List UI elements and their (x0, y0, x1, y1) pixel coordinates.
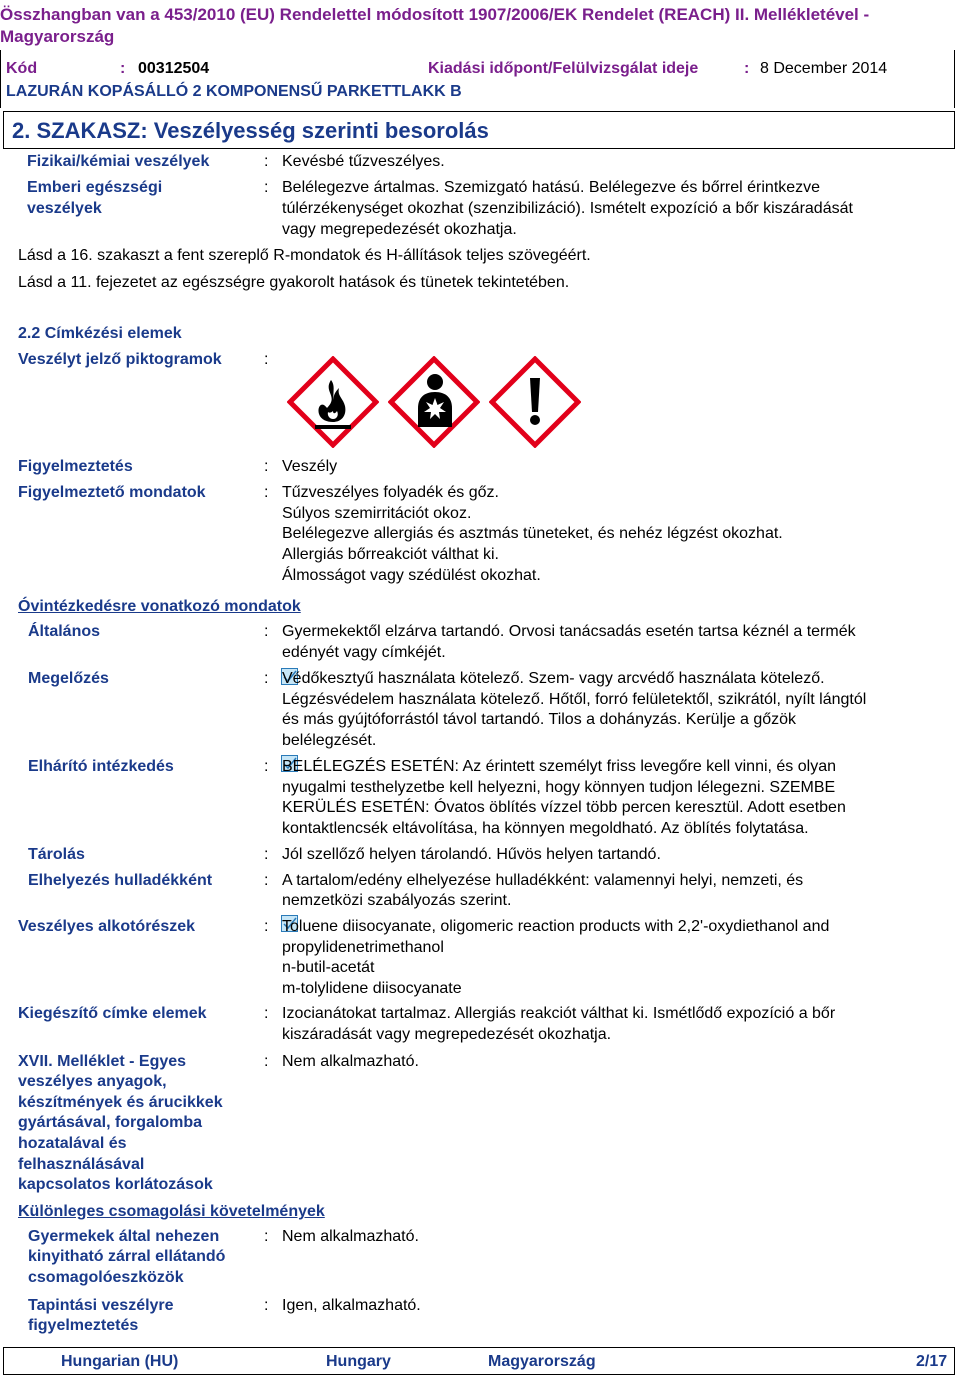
annex-value: Nem alkalmazható. (282, 1053, 419, 1070)
footer (3, 1347, 955, 1375)
header-frame (0, 50, 955, 108)
kod-label: Kód (6, 60, 38, 77)
supplemental-label: Kiegészítő címke elemek (18, 1005, 207, 1022)
colon: : (264, 484, 269, 501)
colon: : (264, 179, 269, 196)
packaging-heading: Különleges csomagolási követelmények (18, 1203, 325, 1220)
component-line: n-butil-acetát (282, 959, 375, 976)
general-line: Gyermekektől elzárva tartandó. Orvosi tanácsadás esetén tartsa kéznél a termék (282, 623, 856, 640)
disposal-line: nemzetközi szabályozás szerint. (282, 892, 512, 909)
component-line: Toluene diisocyanate, oligomeric reaction products with 2,2'-oxydiethanol and (282, 918, 830, 935)
annex-label-line: gyártásával, forgalomba (18, 1114, 203, 1131)
exclamation-pictogram-icon (489, 356, 581, 448)
colon: : (264, 1005, 269, 1022)
issue-date-label: Kiadási időpont/Felülvizsgálat ideje (428, 60, 699, 77)
hazard-statement: Tűzveszélyes folyadék és gőz. (282, 484, 499, 501)
annex-label-line: veszélyes anyagok, (18, 1073, 167, 1090)
annex-label-line: hozatalával és (18, 1135, 127, 1152)
component-line: m-tolylidene diisocyanate (282, 980, 462, 997)
see-section-16: Lásd a 16. szakaszt a fent szereplő R-mondatok és H-állítások teljes szövegéért. (18, 247, 591, 264)
precautionary-heading: Óvintézkedésre vonatkozó mondatok (18, 598, 301, 615)
component-line: propylidenetrimethanol (282, 939, 444, 956)
response-label: Elhárító intézkedés (28, 758, 174, 775)
issue-date-value: 8 December 2014 (760, 60, 888, 77)
colon: : (264, 758, 269, 775)
disposal-line: A tartalom/edény elhelyezése hulladékként: valamennyi helyi, nemzeti, és (282, 872, 804, 889)
colon: : (264, 1053, 269, 1070)
flame-pictogram-icon (287, 356, 379, 448)
prevention-line: Védőkesztyű használata kötelező. Szem- vagy arcvédő használata kötelező. (282, 670, 825, 687)
tactile-warning-label-line: Tapintási veszélyre (28, 1297, 174, 1314)
hazard-statement: Belélegezve allergiás és asztmás tüneteket, és nehéz légzést okozhat. (282, 525, 783, 542)
annex-label-line: felhasználásával (18, 1156, 145, 1173)
annex-label-line: XVII. Melléklet - Egyes (18, 1053, 187, 1070)
general-line: edényét vagy címkéjét. (282, 644, 446, 661)
footer-country-local: Magyarország (488, 1353, 596, 1370)
kod-value: 00312504 (138, 60, 210, 77)
colon: : (264, 1228, 269, 1245)
health-hazards-line-1: Belélegezve ártalmas. Szemizgató hatású. Belélegezve és bőrrel érintkezve (282, 179, 821, 196)
hazard-statement: Allergiás bőrreakciót válthat ki. (282, 546, 499, 563)
signal-word-label: Figyelmeztetés (18, 458, 133, 475)
colon: : (264, 918, 269, 935)
hazardous-components-label: Veszélyes alkotórészek (18, 918, 196, 935)
response-line: kontaktlencsék eltávolítása, ha könnyen megoldható. Az öblítés folytatása. (282, 820, 809, 837)
labelling-subtitle: 2.2 Címkézési elemek (18, 325, 182, 342)
child-resistant-label-line: Gyermekek által nehezen (28, 1228, 220, 1245)
physical-hazards-value: Kevésbé tűzveszélyes. (282, 153, 445, 170)
kod-colon: : (120, 60, 126, 77)
storage-label: Tárolás (28, 846, 85, 863)
footer-country: Hungary (326, 1353, 391, 1370)
colon: : (264, 670, 269, 687)
issue-date-colon: : (744, 60, 750, 77)
health-hazards-line-3: vagy megrepedezését okozhatja. (282, 221, 517, 238)
colon: : (264, 351, 269, 368)
pictogram-label: Veszélyt jelző piktogramok (18, 351, 222, 368)
prevention-label: Megelőzés (28, 670, 109, 687)
colon: : (264, 846, 269, 863)
storage-value: Jól szellőző helyen tárolandó. Hűvös helyen tartandó. (282, 846, 661, 863)
health-hazards-label-2: veszélyek (27, 200, 102, 217)
hazard-statement: Álmosságot vagy szédülést okozhat. (282, 567, 541, 584)
child-resistant-label-line: kinyitható zárral ellátandó (28, 1248, 226, 1265)
footer-language: Hungarian (HU) (61, 1353, 179, 1370)
health-hazards-line-2: túlérzékenységet okozhat (szenzibilizáció). Ismételt expozíció a bőr kiszáradását (282, 200, 853, 217)
child-resistant-label-line: csomagolóeszközök (28, 1269, 184, 1286)
tactile-warning-label-line: figyelmeztetés (28, 1317, 139, 1334)
child-resistant-value: Nem alkalmazható. (282, 1228, 419, 1245)
signal-word-value: Veszély (282, 458, 338, 475)
tactile-warning-value: Igen, alkalmazható. (282, 1297, 421, 1314)
annex-label-line: kapcsolatos korlátozások (18, 1176, 213, 1193)
prevention-line: Légzésvédelem használata kötelező. Hőtől, forró felületektől, szikrától, nyílt lángtól (282, 691, 867, 708)
hazard-statement: Súlyos szemirritációt okoz. (282, 505, 472, 522)
prevention-line: belélegzését. (282, 732, 377, 749)
footer-page-number: 2/17 (916, 1353, 948, 1370)
see-section-11: Lásd a 11. fejezetet az egészségre gyakorolt hatások és tünetek tekintetében. (18, 274, 570, 291)
regulation-title: Összhangban van a 453/2010 (EU) Rendelettel módosított 1907/2006/EK Rendelet (REACH) II. Mellékletével - Magyarország (0, 5, 870, 46)
annex-label-line: készítmények és árucikkek (18, 1094, 223, 1111)
disposal-label: Elhelyezés hulladékként (28, 872, 213, 889)
colon: : (264, 872, 269, 889)
colon: : (264, 623, 269, 640)
section-title: 2. SZAKASZ: Veszélyesség szerinti besorolás (12, 118, 489, 143)
supplemental-line: kiszáradását vagy megrepedezését okozhatja. (282, 1026, 612, 1043)
general-label: Általános (28, 623, 101, 640)
physical-hazards-label: Fizikai/kémiai veszélyek (27, 153, 210, 170)
response-line: nyugalmi testhelyzetbe kell helyezni, hogy könnyen tudjon lélegezni. SZEMBE (282, 779, 836, 796)
hazard-statements-label: Figyelmeztető mondatok (18, 484, 206, 501)
health-hazards-label-1: Emberi egészségi (27, 179, 163, 196)
product-name: LAZURÁN KOPÁSÁLLÓ 2 KOMPONENSŰ PARKETTLAKK B (6, 83, 462, 100)
colon: : (264, 1297, 269, 1314)
response-line: BELÉLEGZÉS ESETÉN: Az érintett személyt friss levegőre kell vinni, és olyan (282, 758, 836, 775)
health-hazard-pictogram-icon (388, 356, 480, 448)
prevention-line: és más gyújtóforrástól távol tartandó. Tilos a dohányzás. Kerülje a gőzök (282, 711, 797, 728)
colon: : (264, 458, 269, 475)
colon: : (264, 153, 269, 170)
response-line: KERÜLÉS ESETÉN: Óvatos öblítés vízzel több percen keresztül. Adott esetben (282, 799, 846, 816)
supplemental-line: Izocianátokat tartalmaz. Allergiás reakciót válthat ki. Ismétlődő expozíció a bőr (282, 1005, 836, 1022)
